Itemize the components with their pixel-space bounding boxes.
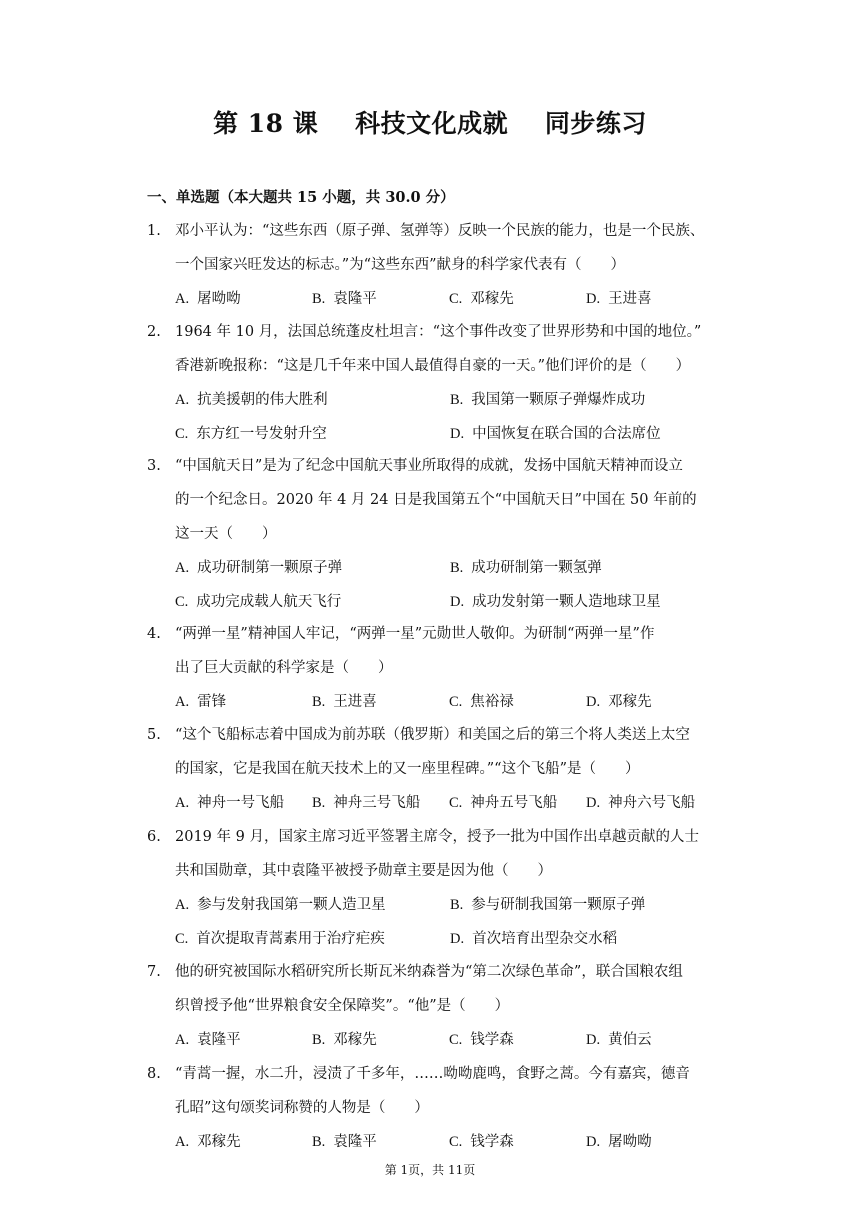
question-text: “两弹一星”精神国人牢记，“两弹一星”元勋世人敬仰。为研制“两弹一星”作 [175, 626, 655, 642]
section-heading: 一、单选题（本大题共 15 小题，共 30.0 分） [147, 189, 455, 206]
option-b: B. 邓稼先 [312, 1032, 377, 1048]
option-c: C. 钱学森 [449, 1134, 514, 1150]
question-number: 3. [147, 458, 161, 474]
option-a: A. 屠呦呦 [175, 291, 241, 307]
option-d: D. 神舟六号飞船 [586, 795, 696, 811]
question-4 [147, 617, 727, 719]
question-text: 织曾授予他“世界粮食安全保障奖”。“他”是（ ） [175, 998, 510, 1014]
question-2 [147, 315, 727, 451]
option-c: C. 神舟五号飞船 [449, 795, 558, 811]
question-1 [147, 214, 727, 316]
question-text: 邓小平认为：“这些东西（原子弹、氢弹等）反映一个民族的能力，也是一个民族、 [175, 223, 705, 239]
option-b: B. 我国第一颗原子弹爆炸成功 [450, 392, 646, 408]
question-number: 1. [147, 223, 161, 239]
option-d: D. 中国恢复在联合国的合法席位 [450, 426, 661, 442]
question-text: 香港新晚报称：“这是几千年来中国人最值得自豪的一天。”他们评价的是（ ） [175, 358, 691, 374]
option-c: C. 钱学森 [449, 1032, 514, 1048]
option-c: C. 东方红一号发射升空 [175, 426, 327, 442]
option-b: B. 参与研制我国第一颗原子弹 [450, 897, 646, 913]
option-c: C. 首次提取青蒿素用于治疗疟疾 [175, 931, 385, 947]
question-text: “青蒿一握，水二升，浸渍了千多年，……呦呦鹿鸣，食野之蒿。今有嘉宾，德音 [175, 1066, 690, 1082]
question-6 [147, 820, 727, 956]
option-c: C. 邓稼先 [449, 291, 514, 307]
question-text: 出了巨大贡献的科学家是（ ） [175, 660, 393, 676]
question-text: 1964 年 10 月，法国总统蓬皮杜坦言：“这个事件改变了世界形势和中国的地位。” [175, 324, 702, 340]
question-text: 他的研究被国际水稻研究所长斯瓦米纳森誉为“第二次绿色革命”，联合国粮农组 [175, 964, 683, 980]
option-d: D. 黄伯云 [586, 1032, 652, 1048]
option-c: C. 焦裕禄 [449, 694, 514, 710]
option-a: A. 参与发射我国第一颗人造卫星 [175, 897, 386, 913]
question-number: 5. [147, 727, 161, 743]
option-b: B. 神舟三号飞船 [312, 795, 421, 811]
option-d: D. 邓稼先 [586, 694, 652, 710]
question-text: “这个飞船标志着中国成为前苏联（俄罗斯）和美国之后的第三个将人类送上太空 [175, 727, 690, 743]
option-a: A. 抗美援朝的伟大胜利 [175, 392, 328, 408]
question-text: 孔昭”这句颂奖词称赞的人物是（ ） [175, 1100, 429, 1116]
question-text: 一个国家兴旺发达的标志。”为“这些东西”献身的科学家代表有（ ） [175, 257, 625, 273]
page-title: 第 18 课 科技文化成就 同步练习 [213, 109, 647, 138]
option-c: C. 成功完成载人航天飞行 [175, 594, 342, 610]
option-b: B. 成功研制第一颗氢弹 [450, 560, 602, 576]
question-7 [147, 955, 727, 1057]
question-8 [147, 1057, 727, 1159]
option-b: B. 王进喜 [312, 694, 377, 710]
option-b: B. 袁隆平 [312, 291, 377, 307]
option-d: D. 首次培育出型杂交水稻 [450, 931, 618, 947]
question-text: 2019 年 9 月，国家主席习近平签署主席令，授予一批为中国作出卓越贡献的人士 [175, 829, 699, 845]
question-text: 这一天（ ） [175, 526, 277, 542]
question-number: 6. [147, 829, 161, 845]
question-text: 的一个纪念日。2020 年 4 月 24 日是我国第五个“中国航天日”中国在 50 年前的 [175, 492, 697, 508]
option-b: B. 袁隆平 [312, 1134, 377, 1150]
option-a: A. 邓稼先 [175, 1134, 241, 1150]
question-number: 2. [147, 324, 161, 340]
option-d: D. 屠呦呦 [586, 1134, 652, 1150]
question-text: 的国家，它是我国在航天技术上的又一座里程碑。”“这个飞船”是（ ） [175, 761, 640, 777]
question-number: 7. [147, 964, 161, 980]
option-a: A. 袁隆平 [175, 1032, 241, 1048]
option-a: A. 雷锋 [175, 694, 227, 710]
question-text: “中国航天日”是为了纪念中国航天事业所取得的成就，发扬中国航天精神而设立 [175, 458, 683, 474]
option-a: A. 成功研制第一颗原子弹 [175, 560, 343, 576]
option-a: A. 神舟一号飞船 [175, 795, 285, 811]
question-5 [147, 718, 727, 820]
option-d: D. 王进喜 [586, 291, 652, 307]
option-d: D. 成功发射第一颗人造地球卫星 [450, 594, 661, 610]
question-3 [147, 449, 727, 619]
question-number: 4. [147, 626, 161, 642]
page-footer: 第 1页，共 11页 [384, 1163, 476, 1177]
question-text: 共和国勋章，其中袁隆平被授予勋章主要是因为他（ ） [175, 863, 552, 879]
question-number: 8. [147, 1066, 161, 1082]
